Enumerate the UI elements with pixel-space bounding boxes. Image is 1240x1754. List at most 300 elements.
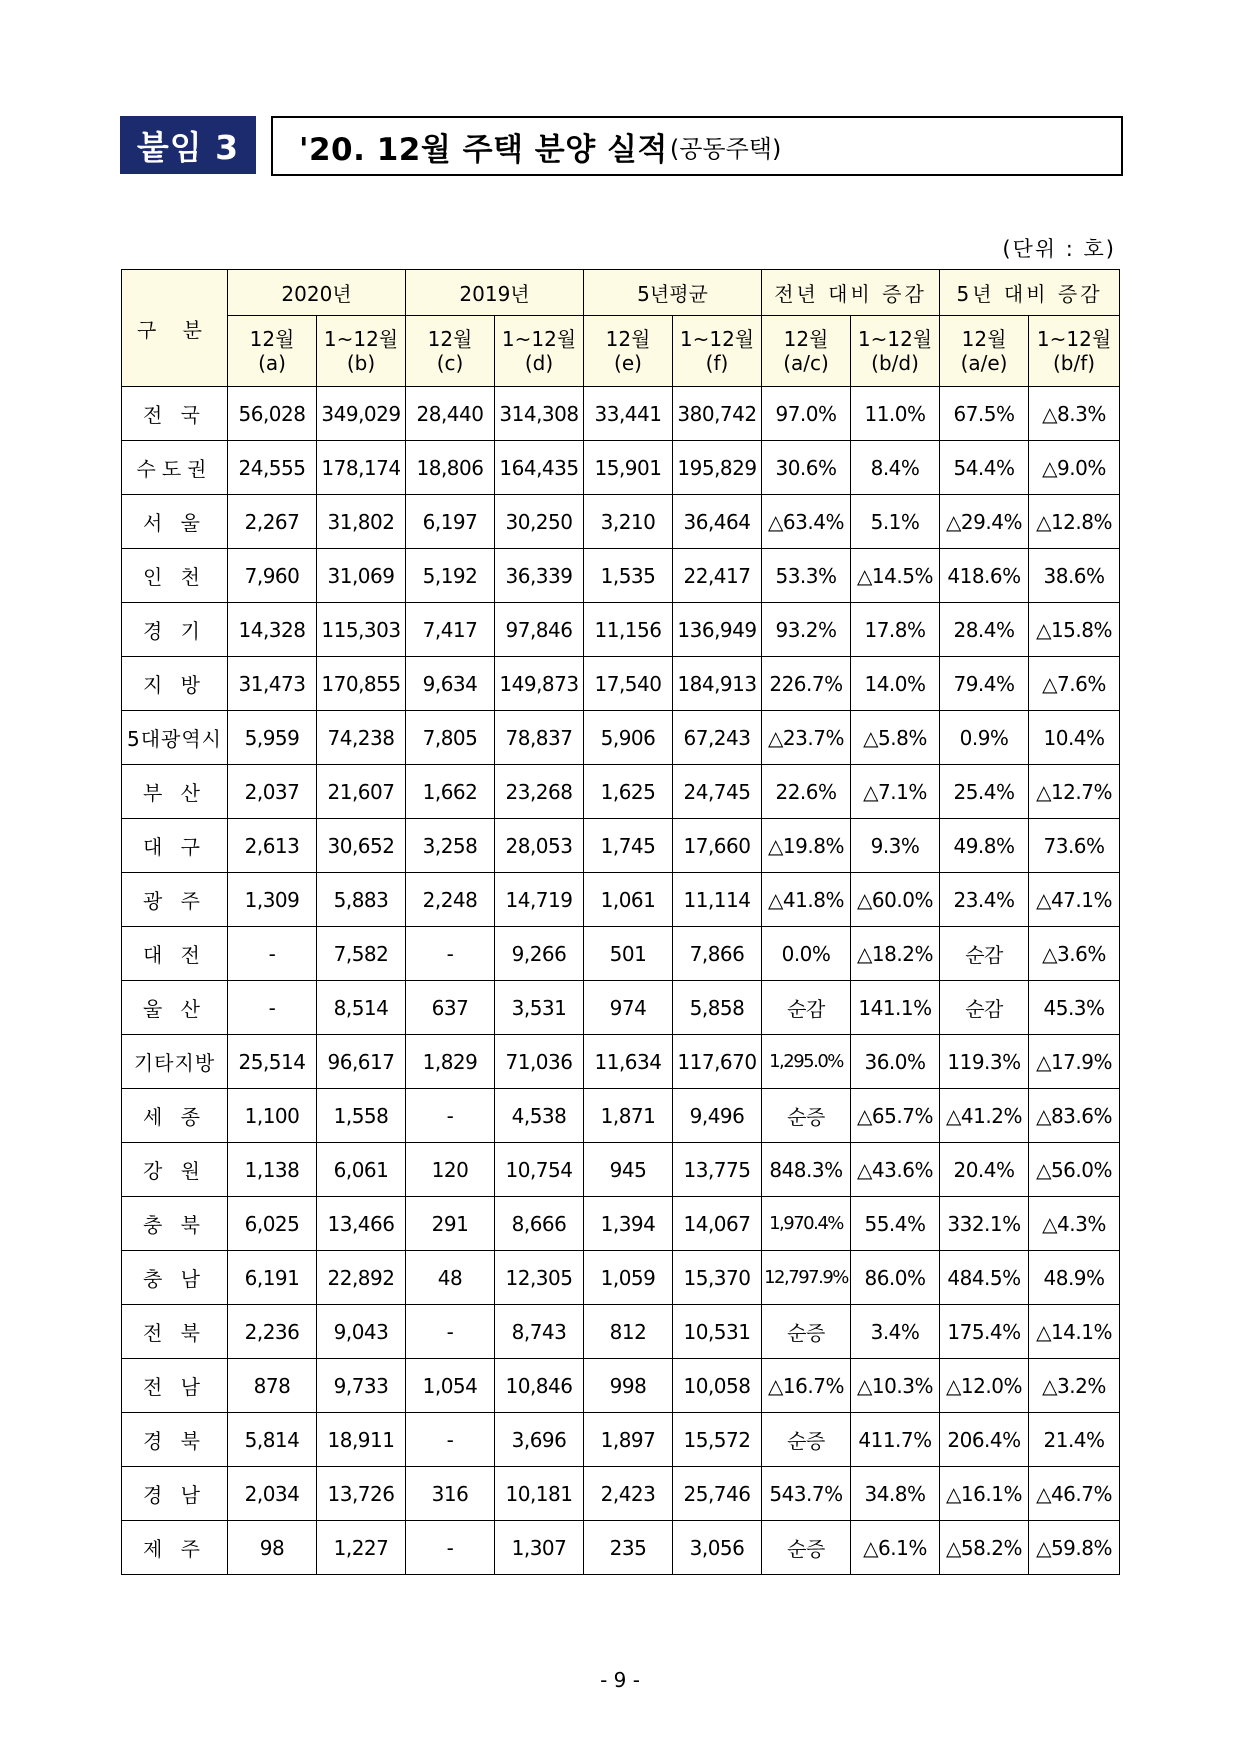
- sub-header-period: 1~12월: [1036, 327, 1112, 351]
- table-cell: 314,308: [495, 387, 584, 441]
- table-row: [122, 441, 1120, 495]
- table-cell: △5.8%: [851, 711, 940, 765]
- table-cell: 24,745: [673, 765, 762, 819]
- table-cell: 28,053: [495, 819, 584, 873]
- sub-header-period: 12월: [961, 327, 1007, 351]
- table-cell: 22,892: [317, 1251, 406, 1305]
- sub-header: [851, 316, 940, 387]
- table-cell: 10,846: [495, 1359, 584, 1413]
- table-cell: 6,191: [228, 1251, 317, 1305]
- table-cell: 93.2%: [762, 603, 851, 657]
- sales-table: [121, 269, 1120, 1575]
- table-cell: △29.4%: [940, 495, 1029, 549]
- title-box: [271, 116, 1123, 176]
- table-cell: 3,258: [406, 819, 495, 873]
- table-cell: 13,466: [317, 1197, 406, 1251]
- table-cell: △47.1%: [1029, 873, 1120, 927]
- table-cell: 8,514: [317, 981, 406, 1035]
- row-label: 경 남: [122, 1467, 228, 1521]
- table-cell: 86.0%: [851, 1251, 940, 1305]
- table-cell: 21,607: [317, 765, 406, 819]
- table-cell: △10.3%: [851, 1359, 940, 1413]
- table-cell: △3.6%: [1029, 927, 1120, 981]
- table-cell: 184,913: [673, 657, 762, 711]
- sub-header: [406, 316, 495, 387]
- table-cell: 10,181: [495, 1467, 584, 1521]
- table-cell: 2,248: [406, 873, 495, 927]
- table-cell: 974: [584, 981, 673, 1035]
- sub-header: [228, 316, 317, 387]
- table-cell: 141.1%: [851, 981, 940, 1035]
- table-cell: 33,441: [584, 387, 673, 441]
- table-row: [122, 1467, 1120, 1521]
- page-title: '20. 12월 주택 분양 실적: [299, 131, 668, 168]
- table-cell: 12,305: [495, 1251, 584, 1305]
- table-row: [122, 1305, 1120, 1359]
- table-cell: 3,210: [584, 495, 673, 549]
- table-cell: 15,901: [584, 441, 673, 495]
- sub-header-code: (b): [346, 351, 376, 375]
- table-cell: 5,858: [673, 981, 762, 1035]
- table-cell: 55.4%: [851, 1197, 940, 1251]
- table-cell: △4.3%: [1029, 1197, 1120, 1251]
- sub-header-code: (b/d): [871, 351, 919, 375]
- attachment-tag: 붙임 3: [120, 116, 256, 174]
- table-cell: 117,670: [673, 1035, 762, 1089]
- table-cell: 20.4%: [940, 1143, 1029, 1197]
- row-label: 인 천: [122, 549, 228, 603]
- table-cell: -: [406, 1413, 495, 1467]
- table-cell: 11.0%: [851, 387, 940, 441]
- table-cell: 9,733: [317, 1359, 406, 1413]
- table-cell: 1,100: [228, 1089, 317, 1143]
- table-cell: 36,464: [673, 495, 762, 549]
- sub-header-code: (a/e): [960, 351, 1008, 375]
- row-label: 제 주: [122, 1521, 228, 1575]
- table-row: [122, 1035, 1120, 1089]
- table-cell: △3.2%: [1029, 1359, 1120, 1413]
- table-cell: 5,883: [317, 873, 406, 927]
- row-label: 전 남: [122, 1359, 228, 1413]
- table-cell: 945: [584, 1143, 673, 1197]
- table-cell: 53.3%: [762, 549, 851, 603]
- sub-header-period: 1~12월: [857, 327, 933, 351]
- table-cell: 28,440: [406, 387, 495, 441]
- row-label: 대 전: [122, 927, 228, 981]
- table-cell: 36.0%: [851, 1035, 940, 1089]
- row-label: 5대광역시: [122, 711, 228, 765]
- table-cell: 1,829: [406, 1035, 495, 1089]
- table-cell: 2,037: [228, 765, 317, 819]
- table-cell: 8,666: [495, 1197, 584, 1251]
- table-cell: 332.1%: [940, 1197, 1029, 1251]
- group-header-row: [122, 270, 1120, 316]
- table-cell: 12,797.9%: [762, 1251, 851, 1305]
- table-cell: 14,067: [673, 1197, 762, 1251]
- table-cell: △12.7%: [1029, 765, 1120, 819]
- row-label: 부 산: [122, 765, 228, 819]
- table-cell: 349,029: [317, 387, 406, 441]
- table-cell: △7.6%: [1029, 657, 1120, 711]
- table-cell: △60.0%: [851, 873, 940, 927]
- table-cell: 71,036: [495, 1035, 584, 1089]
- sub-header-row: [122, 316, 1120, 387]
- table-cell: 25.4%: [940, 765, 1029, 819]
- table-cell: 48.9%: [1029, 1251, 1120, 1305]
- table-cell: 순증: [762, 1089, 851, 1143]
- table-cell: 2,267: [228, 495, 317, 549]
- table-cell: 13,775: [673, 1143, 762, 1197]
- row-label: 전 국: [122, 387, 228, 441]
- table-cell: 11,634: [584, 1035, 673, 1089]
- table-cell: 0.9%: [940, 711, 1029, 765]
- table-cell: 22,417: [673, 549, 762, 603]
- sub-header: [317, 316, 406, 387]
- table-cell: 28.4%: [940, 603, 1029, 657]
- table-cell: 17,540: [584, 657, 673, 711]
- table-cell: 3.4%: [851, 1305, 940, 1359]
- table-cell: -: [406, 1521, 495, 1575]
- table-cell: 31,069: [317, 549, 406, 603]
- sub-header-code: (f): [705, 351, 729, 375]
- table-cell: -: [406, 927, 495, 981]
- group-header: 2019년: [406, 270, 584, 316]
- table-cell: △14.1%: [1029, 1305, 1120, 1359]
- sub-header-period: 12월: [249, 327, 295, 351]
- table-cell: 1,059: [584, 1251, 673, 1305]
- table-cell: 226.7%: [762, 657, 851, 711]
- row-label: 경 기: [122, 603, 228, 657]
- table-cell: △59.8%: [1029, 1521, 1120, 1575]
- group-header: 전년 대비 증감: [762, 270, 940, 316]
- table-cell: 1,307: [495, 1521, 584, 1575]
- sub-header-period: 12월: [605, 327, 651, 351]
- table-cell: 1,061: [584, 873, 673, 927]
- table-cell: 543.7%: [762, 1467, 851, 1521]
- table-cell: △58.2%: [940, 1521, 1029, 1575]
- table-cell: 1,662: [406, 765, 495, 819]
- row-label: 서 울: [122, 495, 228, 549]
- page-subtitle: (공동주택): [669, 134, 782, 163]
- table-cell: 3,531: [495, 981, 584, 1035]
- table-cell: 5,906: [584, 711, 673, 765]
- table-row: [122, 1521, 1120, 1575]
- table-cell: 7,866: [673, 927, 762, 981]
- table-cell: 9,634: [406, 657, 495, 711]
- table-cell: 10,531: [673, 1305, 762, 1359]
- page-number: - 9 -: [600, 1668, 640, 1692]
- table-cell: 48: [406, 1251, 495, 1305]
- table-cell: 6,197: [406, 495, 495, 549]
- table-cell: 812: [584, 1305, 673, 1359]
- sub-header-period: 1~12월: [679, 327, 755, 351]
- table-cell: △41.8%: [762, 873, 851, 927]
- table-cell: 7,582: [317, 927, 406, 981]
- table-cell: 8.4%: [851, 441, 940, 495]
- table-cell: △83.6%: [1029, 1089, 1120, 1143]
- table-cell: 2,034: [228, 1467, 317, 1521]
- table-cell: △15.8%: [1029, 603, 1120, 657]
- table-row: [122, 657, 1120, 711]
- table-cell: 5,959: [228, 711, 317, 765]
- table-cell: △19.8%: [762, 819, 851, 873]
- row-label: 광 주: [122, 873, 228, 927]
- table-cell: 18,911: [317, 1413, 406, 1467]
- table-cell: 10,754: [495, 1143, 584, 1197]
- table-cell: 97,846: [495, 603, 584, 657]
- table-cell: 74,238: [317, 711, 406, 765]
- table-cell: △65.7%: [851, 1089, 940, 1143]
- table-cell: 순증: [762, 1521, 851, 1575]
- table-cell: 순증: [762, 1413, 851, 1467]
- sub-header: [762, 316, 851, 387]
- table-cell: △8.3%: [1029, 387, 1120, 441]
- table-cell: 6,025: [228, 1197, 317, 1251]
- table-cell: 73.6%: [1029, 819, 1120, 873]
- table-cell: 11,114: [673, 873, 762, 927]
- table-cell: 30,652: [317, 819, 406, 873]
- table-cell: 36,339: [495, 549, 584, 603]
- table-cell: 4,538: [495, 1089, 584, 1143]
- sub-header-code: (c): [436, 351, 464, 375]
- table-cell: 78,837: [495, 711, 584, 765]
- table-cell: 1,054: [406, 1359, 495, 1413]
- table-cell: △46.7%: [1029, 1467, 1120, 1521]
- table-row: [122, 495, 1120, 549]
- table-cell: 380,742: [673, 387, 762, 441]
- table-cell: 1,871: [584, 1089, 673, 1143]
- table-cell: △43.6%: [851, 1143, 940, 1197]
- table-cell: 96,617: [317, 1035, 406, 1089]
- table-cell: 6,061: [317, 1143, 406, 1197]
- table-cell: △41.2%: [940, 1089, 1029, 1143]
- table-cell: 175.4%: [940, 1305, 1029, 1359]
- table-cell: 7,805: [406, 711, 495, 765]
- row-label: 울 산: [122, 981, 228, 1035]
- table-cell: 순감: [940, 927, 1029, 981]
- table-cell: 1,295.0%: [762, 1035, 851, 1089]
- table-cell: 1,535: [584, 549, 673, 603]
- table-cell: -: [228, 927, 317, 981]
- row-label: 세 종: [122, 1089, 228, 1143]
- table-cell: 1,394: [584, 1197, 673, 1251]
- table-cell: 순감: [940, 981, 1029, 1035]
- table-cell: 2,613: [228, 819, 317, 873]
- table-cell: △14.5%: [851, 549, 940, 603]
- table-cell: 31,802: [317, 495, 406, 549]
- table-row: [122, 549, 1120, 603]
- table-cell: 998: [584, 1359, 673, 1413]
- table-cell: 8,743: [495, 1305, 584, 1359]
- table-cell: 79.4%: [940, 657, 1029, 711]
- table-cell: 1,897: [584, 1413, 673, 1467]
- table-cell: △63.4%: [762, 495, 851, 549]
- table-cell: 22.6%: [762, 765, 851, 819]
- table-cell: 17,660: [673, 819, 762, 873]
- table-row: [122, 1413, 1120, 1467]
- table-cell: 484.5%: [940, 1251, 1029, 1305]
- table-cell: 30.6%: [762, 441, 851, 495]
- unit-label: (단위 : 호): [1002, 237, 1116, 261]
- table-cell: 45.3%: [1029, 981, 1120, 1035]
- sub-header-code: (b/f): [1052, 351, 1096, 375]
- table-cell: 291: [406, 1197, 495, 1251]
- table-cell: 15,370: [673, 1251, 762, 1305]
- table-cell: 9,266: [495, 927, 584, 981]
- row-label: 경 북: [122, 1413, 228, 1467]
- sub-header: [940, 316, 1029, 387]
- table-cell: 1,138: [228, 1143, 317, 1197]
- table-cell: 501: [584, 927, 673, 981]
- table-cell: 31,473: [228, 657, 317, 711]
- table-cell: 14,328: [228, 603, 317, 657]
- table-cell: 23.4%: [940, 873, 1029, 927]
- table-cell: 7,960: [228, 549, 317, 603]
- table-cell: △9.0%: [1029, 441, 1120, 495]
- table-cell: 14.0%: [851, 657, 940, 711]
- table-row: [122, 1359, 1120, 1413]
- table-cell: 67,243: [673, 711, 762, 765]
- table-cell: 9,496: [673, 1089, 762, 1143]
- sub-header-code: (d): [524, 351, 554, 375]
- table-cell: 5.1%: [851, 495, 940, 549]
- sub-header: [673, 316, 762, 387]
- sub-header-period: 1~12월: [323, 327, 399, 351]
- table-cell: △16.7%: [762, 1359, 851, 1413]
- row-label: 대 구: [122, 819, 228, 873]
- table-cell: -: [406, 1089, 495, 1143]
- sub-header: [495, 316, 584, 387]
- table-cell: 11,156: [584, 603, 673, 657]
- table-cell: 54.4%: [940, 441, 1029, 495]
- table-cell: -: [406, 1305, 495, 1359]
- table-cell: 637: [406, 981, 495, 1035]
- table-cell: △7.1%: [851, 765, 940, 819]
- table-cell: △17.9%: [1029, 1035, 1120, 1089]
- table-cell: 1,970.4%: [762, 1197, 851, 1251]
- sub-header-code: (e): [614, 351, 642, 375]
- table-cell: 7,417: [406, 603, 495, 657]
- table-cell: 25,514: [228, 1035, 317, 1089]
- table-cell: 178,174: [317, 441, 406, 495]
- table-cell: 1,625: [584, 765, 673, 819]
- table-cell: 3,056: [673, 1521, 762, 1575]
- table-cell: 5,192: [406, 549, 495, 603]
- table-cell: 2,423: [584, 1467, 673, 1521]
- sub-header: [1029, 316, 1120, 387]
- table-cell: 1,227: [317, 1521, 406, 1575]
- table-cell: -: [228, 981, 317, 1035]
- table-body: [122, 387, 1120, 1575]
- table-cell: △18.2%: [851, 927, 940, 981]
- table-cell: 3,696: [495, 1413, 584, 1467]
- row-label: 수도권: [122, 441, 228, 495]
- row-label: 충 북: [122, 1197, 228, 1251]
- table-cell: △6.1%: [851, 1521, 940, 1575]
- table-cell: 418.6%: [940, 549, 1029, 603]
- sub-header: [584, 316, 673, 387]
- table-cell: 1,745: [584, 819, 673, 873]
- table-cell: 67.5%: [940, 387, 1029, 441]
- table-cell: 38.6%: [1029, 549, 1120, 603]
- table-row: [122, 603, 1120, 657]
- group-header: 2020년: [228, 270, 406, 316]
- table-cell: 56,028: [228, 387, 317, 441]
- table-cell: 170,855: [317, 657, 406, 711]
- table-cell: 878: [228, 1359, 317, 1413]
- table-cell: 97.0%: [762, 387, 851, 441]
- table-cell: 9,043: [317, 1305, 406, 1359]
- table-cell: △12.0%: [940, 1359, 1029, 1413]
- table-cell: 10,058: [673, 1359, 762, 1413]
- table-cell: 17.8%: [851, 603, 940, 657]
- table-cell: 10.4%: [1029, 711, 1120, 765]
- table-cell: △16.1%: [940, 1467, 1029, 1521]
- table-row: [122, 1143, 1120, 1197]
- table-row: [122, 765, 1120, 819]
- table-cell: 14,719: [495, 873, 584, 927]
- table-row: [122, 711, 1120, 765]
- table-cell: 9.3%: [851, 819, 940, 873]
- row-label: 지 방: [122, 657, 228, 711]
- table-cell: 18,806: [406, 441, 495, 495]
- table-cell: 411.7%: [851, 1413, 940, 1467]
- table-cell: 149,873: [495, 657, 584, 711]
- table-row: [122, 387, 1120, 441]
- table-cell: 49.8%: [940, 819, 1029, 873]
- corner-header: 구 분: [122, 270, 228, 387]
- sub-header-code: (a): [258, 351, 286, 375]
- group-header: 5년평균: [584, 270, 762, 316]
- table-row: [122, 927, 1120, 981]
- row-label: 기타지방: [122, 1035, 228, 1089]
- table-cell: 5,814: [228, 1413, 317, 1467]
- table-row: [122, 1197, 1120, 1251]
- table-cell: 1,309: [228, 873, 317, 927]
- table-cell: 206.4%: [940, 1413, 1029, 1467]
- table-cell: 115,303: [317, 603, 406, 657]
- table-cell: 25,746: [673, 1467, 762, 1521]
- table-cell: 120: [406, 1143, 495, 1197]
- table-cell: 23,268: [495, 765, 584, 819]
- table-cell: 1,558: [317, 1089, 406, 1143]
- table-cell: △12.8%: [1029, 495, 1120, 549]
- sub-header-code: (a/c): [783, 351, 829, 375]
- table-cell: 119.3%: [940, 1035, 1029, 1089]
- table-cell: 15,572: [673, 1413, 762, 1467]
- table-cell: 848.3%: [762, 1143, 851, 1197]
- table-row: [122, 1089, 1120, 1143]
- table-cell: 순감: [762, 981, 851, 1035]
- group-header: 5년 대비 증감: [940, 270, 1120, 316]
- table-cell: 순증: [762, 1305, 851, 1359]
- sub-header-period: 12월: [427, 327, 473, 351]
- table-cell: 98: [228, 1521, 317, 1575]
- row-label: 전 북: [122, 1305, 228, 1359]
- table-cell: 195,829: [673, 441, 762, 495]
- table-cell: 21.4%: [1029, 1413, 1120, 1467]
- sub-header-period: 12월: [783, 327, 829, 351]
- table-cell: △23.7%: [762, 711, 851, 765]
- table-cell: 34.8%: [851, 1467, 940, 1521]
- table-row: [122, 981, 1120, 1035]
- row-label: 충 남: [122, 1251, 228, 1305]
- table-cell: 24,555: [228, 441, 317, 495]
- table-cell: 2,236: [228, 1305, 317, 1359]
- table-row: [122, 873, 1120, 927]
- table-cell: 164,435: [495, 441, 584, 495]
- sub-header-period: 1~12월: [501, 327, 577, 351]
